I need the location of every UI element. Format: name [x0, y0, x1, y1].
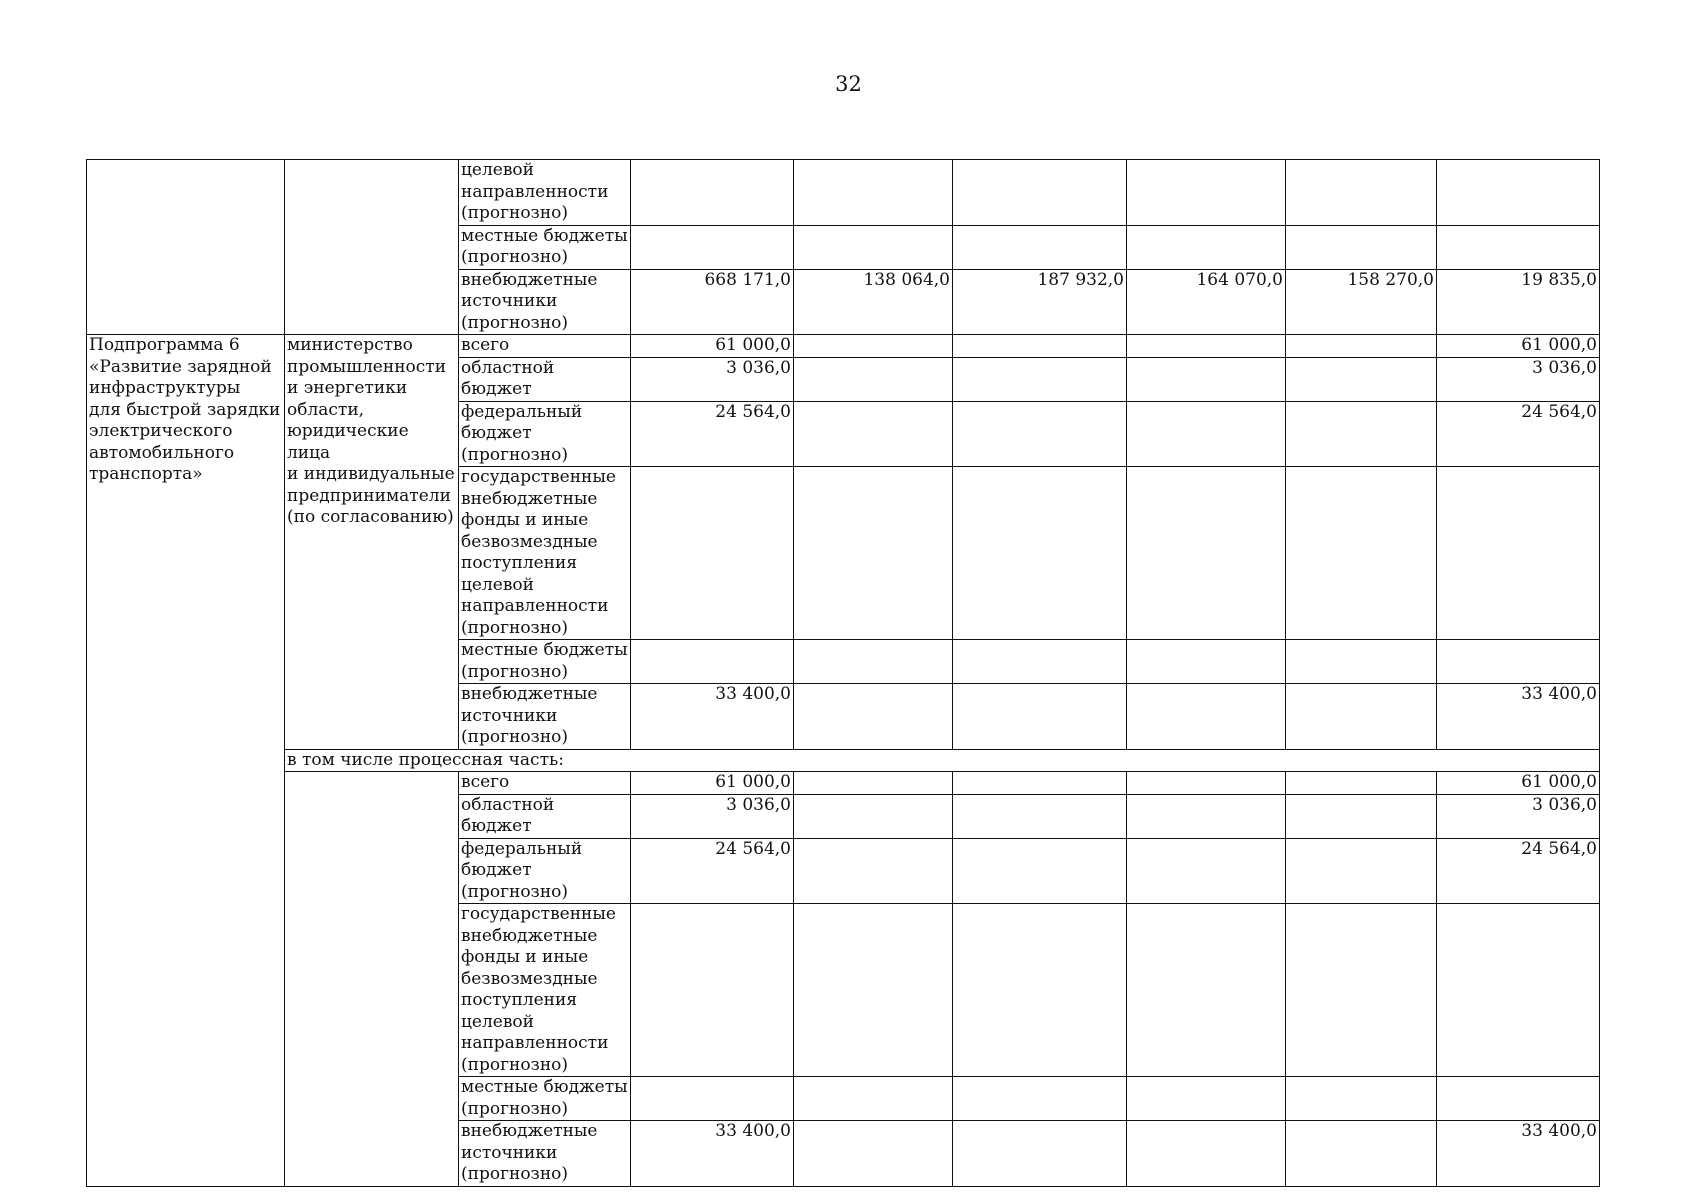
amount-cell: [1127, 794, 1286, 838]
amount-total: [631, 1077, 794, 1121]
executor-cell: [285, 772, 459, 1187]
amount-cell: [953, 335, 1127, 358]
amount-total: 61 000,0: [631, 772, 794, 795]
amount-cell: [1286, 684, 1437, 750]
funding-source: местные бюджеты (прогнозно): [459, 1077, 631, 1121]
amount-cell: [1437, 225, 1600, 269]
amount-cell: [1127, 640, 1286, 684]
amount-total: [631, 640, 794, 684]
amount-cell: [953, 160, 1127, 226]
funding-source: внебюджетные источники (прогнозно): [459, 1121, 631, 1187]
amount-total: 24 564,0: [631, 838, 794, 904]
amount-cell: [1286, 225, 1437, 269]
funding-source: государственные внебюджетные фонды и иные безвозмездные поступления целевой направленности (прогнозно): [459, 904, 631, 1077]
amount-cell: [953, 1077, 1127, 1121]
amount-cell: 61 000,0: [1437, 772, 1600, 795]
funding-source: областной бюджет: [459, 357, 631, 401]
amount-cell: [1127, 684, 1286, 750]
amount-cell: [953, 838, 1127, 904]
amount-cell: [794, 401, 953, 467]
funding-source: местные бюджеты (прогнозно): [459, 640, 631, 684]
amount-cell: [1127, 160, 1286, 226]
amount-cell: [953, 357, 1127, 401]
funding-source: федеральный бюджет (прогнозно): [459, 838, 631, 904]
amount-cell: [1437, 160, 1600, 226]
amount-cell: [953, 401, 1127, 467]
amount-cell: [1437, 640, 1600, 684]
amount-cell: 24 564,0: [1437, 838, 1600, 904]
amount-cell: [1127, 772, 1286, 795]
table-row: [87, 749, 1600, 772]
amount-cell: [1127, 225, 1286, 269]
amount-total: [631, 467, 794, 640]
amount-cell: [1286, 160, 1437, 226]
amount-cell: 61 000,0: [1437, 335, 1600, 358]
table-row: [87, 160, 1600, 226]
table-row: [87, 335, 1600, 358]
amount-cell: [794, 1077, 953, 1121]
amount-cell: [794, 225, 953, 269]
amount-cell: [1286, 357, 1437, 401]
amount-cell: [953, 904, 1127, 1077]
amount-cell: [1286, 401, 1437, 467]
amount-cell: [1127, 904, 1286, 1077]
process-part-label: в том числе процессная часть:: [285, 749, 1600, 772]
amount-cell: [794, 640, 953, 684]
amount-cell: [1127, 335, 1286, 358]
subprogram-cell: [87, 160, 285, 335]
amount-cell: 164 070,0: [1127, 269, 1286, 335]
amount-cell: [953, 684, 1127, 750]
amount-cell: [1127, 401, 1286, 467]
executor-name: министерство промышленности и энергетики области, юридические лица и индивидуальные предприниматели (по согласованию): [285, 335, 459, 750]
amount-total: 3 036,0: [631, 794, 794, 838]
amount-cell: 3 036,0: [1437, 357, 1600, 401]
funding-source: областной бюджет: [459, 794, 631, 838]
amount-cell: [1127, 467, 1286, 640]
amount-cell: [794, 467, 953, 640]
amount-total: 668 171,0: [631, 269, 794, 335]
amount-cell: [1286, 467, 1437, 640]
amount-cell: [794, 772, 953, 795]
amount-cell: [1127, 838, 1286, 904]
table-row: [87, 772, 1600, 795]
amount-total: 3 036,0: [631, 357, 794, 401]
amount-cell: [1286, 904, 1437, 1077]
amount-cell: [1437, 1077, 1600, 1121]
amount-cell: [1437, 904, 1600, 1077]
amount-cell: [794, 357, 953, 401]
amount-cell: [1286, 772, 1437, 795]
amount-cell: [953, 467, 1127, 640]
amount-cell: [794, 1121, 953, 1187]
amount-cell: [1286, 1121, 1437, 1187]
amount-cell: 19 835,0: [1437, 269, 1600, 335]
funding-source: всего: [459, 335, 631, 358]
budget-table: [86, 159, 1600, 1187]
funding-source: всего: [459, 772, 631, 795]
amount-cell: [1286, 1077, 1437, 1121]
funding-source: внебюджетные источники (прогнозно): [459, 684, 631, 750]
funding-source: целевой направленности (прогнозно): [459, 160, 631, 226]
amount-cell: [794, 335, 953, 358]
amount-total: 24 564,0: [631, 401, 794, 467]
amount-cell: [1437, 467, 1600, 640]
amount-cell: [1286, 794, 1437, 838]
amount-total: 61 000,0: [631, 335, 794, 358]
page-number: 32: [835, 72, 862, 96]
amount-total: [631, 160, 794, 226]
amount-cell: [794, 904, 953, 1077]
amount-cell: [794, 684, 953, 750]
amount-cell: [794, 838, 953, 904]
amount-cell: 33 400,0: [1437, 684, 1600, 750]
amount-cell: [1127, 1121, 1286, 1187]
subprogram-name: Подпрограмма 6 «Развитие зарядной инфраструктуры для быстрой зарядки электрического автомобильного транспорта»: [87, 335, 285, 1187]
funding-source: федеральный бюджет (прогнозно): [459, 401, 631, 467]
funding-source: государственные внебюджетные фонды и иные безвозмездные поступления целевой направленности (прогнозно): [459, 467, 631, 640]
amount-cell: [953, 225, 1127, 269]
amount-cell: [1127, 357, 1286, 401]
executor-cell: [285, 160, 459, 335]
amount-cell: [1286, 335, 1437, 358]
amount-cell: [953, 640, 1127, 684]
amount-cell: [794, 160, 953, 226]
amount-total: 33 400,0: [631, 1121, 794, 1187]
amount-cell: [1286, 640, 1437, 684]
amount-cell: 3 036,0: [1437, 794, 1600, 838]
amount-cell: [1127, 1077, 1286, 1121]
amount-cell: 138 064,0: [794, 269, 953, 335]
amount-cell: [953, 794, 1127, 838]
amount-total: 33 400,0: [631, 684, 794, 750]
amount-cell: [953, 1121, 1127, 1187]
funding-source: внебюджетные источники (прогнозно): [459, 269, 631, 335]
funding-source: местные бюджеты (прогнозно): [459, 225, 631, 269]
amount-cell: 24 564,0: [1437, 401, 1600, 467]
amount-cell: 158 270,0: [1286, 269, 1437, 335]
amount-cell: [1286, 838, 1437, 904]
amount-cell: 187 932,0: [953, 269, 1127, 335]
amount-cell: 33 400,0: [1437, 1121, 1600, 1187]
amount-total: [631, 225, 794, 269]
amount-cell: [953, 772, 1127, 795]
amount-total: [631, 904, 794, 1077]
amount-cell: [794, 794, 953, 838]
